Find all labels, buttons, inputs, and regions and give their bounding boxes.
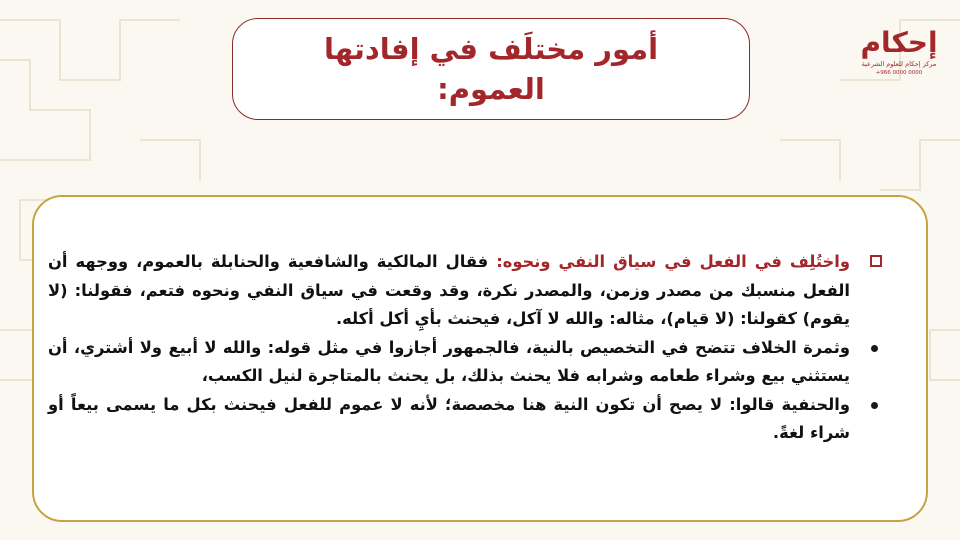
item-text: والحنفية قالوا: لا يصح أن تكون النية هنا مخصصة؛ لأنه لا عموم للفعل فيحنث بكل ما يسمى بيعاً أو شراء لغةً. [48,394,850,442]
item-highlight: واختُلِف في الفعل في سياق النفي ونحوه: [496,252,850,271]
logo [860,26,938,96]
item-text: وثمرة الخلاف تتضح في التخصيص بالنية، فالجمهور أجازوا في مثل قوله: والله لا أبيع ولا أشتري، أن يستثني بيع وشراء طعامه وشرابه فلا يحنث بذلك، بل يحنث بالمتاجرة لنيل الكسب، [48,337,850,385]
logo-word: إحكام [860,26,938,59]
item-text: فقال المالكية والشافعية والحنابلة بالعموم، ووجهه أن الفعل منسبك من مصدر وزمن، والمصدر نكرة، وقد وقعت في سياق النفي ونحوه فتعم، فقولنا: (لا يقوم) كقولنا: (لا قيام)، مثاله: والله لا آكل، فيحنث بأيِ أكل أكله. [48,252,850,328]
list-item-bullet [48,391,886,448]
content-text [48,248,886,448]
slide-title-line2: العموم: [437,72,545,106]
slide-title-line1: أمور مختلَف في إفادتها [323,32,659,66]
square-bullet-icon [870,255,882,267]
logo-phone: +966 0000 0000 [875,70,923,76]
title-box [232,18,750,120]
list-item-bullet [48,334,886,391]
bullet-dot-icon [871,345,878,352]
list-item-main [48,248,886,334]
bullet-dot-icon [871,402,878,409]
logo-subtitle: مركز إحكام للعلوم الشرعية [861,60,937,68]
